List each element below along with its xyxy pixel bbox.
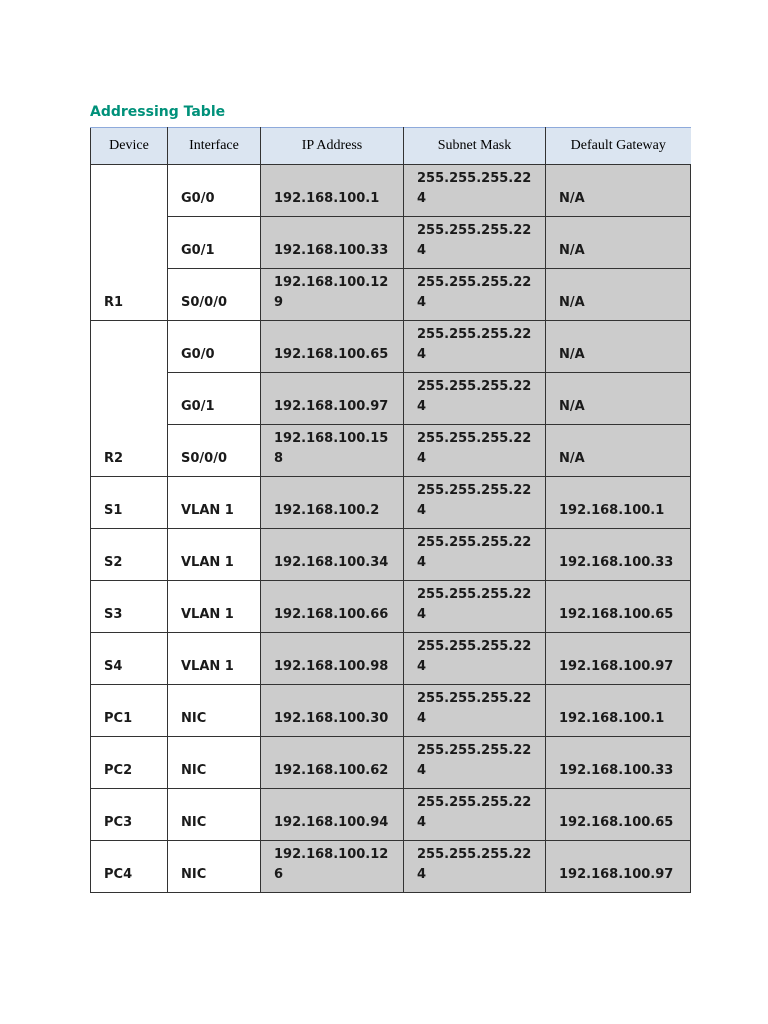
interface-cell: G0/0 bbox=[168, 321, 261, 373]
header-default-gateway: Default Gateway bbox=[546, 128, 691, 165]
table-row bbox=[91, 425, 691, 477]
table-row bbox=[91, 269, 691, 321]
mask-cell: 255.255.255.224 bbox=[404, 165, 546, 217]
header-subnet-mask: Subnet Mask bbox=[404, 128, 546, 165]
gateway-cell: N/A bbox=[546, 269, 691, 321]
mask-cell: 255.255.255.224 bbox=[404, 685, 546, 737]
device-cell: PC3 bbox=[91, 789, 168, 841]
mask-cell: 255.255.255.224 bbox=[404, 321, 546, 373]
header-ip-address: IP Address bbox=[261, 128, 404, 165]
table-row bbox=[91, 373, 691, 425]
table-row bbox=[91, 581, 691, 633]
table-row bbox=[91, 737, 691, 789]
mask-cell: 255.255.255.224 bbox=[404, 477, 546, 529]
gateway-cell: 192.168.100.33 bbox=[546, 529, 691, 581]
ip-cell: 192.168.100.158 bbox=[261, 425, 404, 477]
device-cell: S4 bbox=[91, 633, 168, 685]
table-row bbox=[91, 789, 691, 841]
table-row bbox=[91, 321, 691, 373]
ip-cell: 192.168.100.98 bbox=[261, 633, 404, 685]
ip-cell: 192.168.100.65 bbox=[261, 321, 404, 373]
device-cell: PC1 bbox=[91, 685, 168, 737]
interface-cell: VLAN 1 bbox=[168, 581, 261, 633]
ip-cell: 192.168.100.2 bbox=[261, 477, 404, 529]
device-cell: S1 bbox=[91, 477, 168, 529]
interface-cell: G0/0 bbox=[168, 165, 261, 217]
interface-cell: S0/0/0 bbox=[168, 425, 261, 477]
ip-cell: 192.168.100.129 bbox=[261, 269, 404, 321]
interface-cell: G0/1 bbox=[168, 217, 261, 269]
gateway-cell: 192.168.100.33 bbox=[546, 737, 691, 789]
gateway-cell: N/A bbox=[546, 217, 691, 269]
ip-cell: 192.168.100.33 bbox=[261, 217, 404, 269]
addressing-table bbox=[90, 127, 691, 893]
gateway-cell: N/A bbox=[546, 373, 691, 425]
gateway-cell: 192.168.100.65 bbox=[546, 789, 691, 841]
interface-cell: NIC bbox=[168, 841, 261, 893]
gateway-cell: 192.168.100.97 bbox=[546, 633, 691, 685]
mask-cell: 255.255.255.224 bbox=[404, 373, 546, 425]
ip-cell: 192.168.100.30 bbox=[261, 685, 404, 737]
mask-cell: 255.255.255.224 bbox=[404, 737, 546, 789]
header-device: Device bbox=[91, 128, 168, 165]
header-interface: Interface bbox=[168, 128, 261, 165]
mask-cell: 255.255.255.224 bbox=[404, 425, 546, 477]
mask-cell: 255.255.255.224 bbox=[404, 217, 546, 269]
interface-cell: NIC bbox=[168, 789, 261, 841]
ip-cell: 192.168.100.1 bbox=[261, 165, 404, 217]
gateway-cell: N/A bbox=[546, 425, 691, 477]
gateway-cell: 192.168.100.97 bbox=[546, 841, 691, 893]
device-cell: PC4 bbox=[91, 841, 168, 893]
interface-cell: VLAN 1 bbox=[168, 633, 261, 685]
mask-cell: 255.255.255.224 bbox=[404, 529, 546, 581]
table-row bbox=[91, 165, 691, 217]
device-cell: S2 bbox=[91, 529, 168, 581]
interface-cell: NIC bbox=[168, 737, 261, 789]
interface-cell: VLAN 1 bbox=[168, 529, 261, 581]
interface-cell: NIC bbox=[168, 685, 261, 737]
table-row bbox=[91, 477, 691, 529]
table-row bbox=[91, 217, 691, 269]
ip-cell: 192.168.100.94 bbox=[261, 789, 404, 841]
gateway-cell: 192.168.100.1 bbox=[546, 477, 691, 529]
mask-cell: 255.255.255.224 bbox=[404, 789, 546, 841]
device-cell: PC2 bbox=[91, 737, 168, 789]
ip-cell: 192.168.100.66 bbox=[261, 581, 404, 633]
mask-cell: 255.255.255.224 bbox=[404, 841, 546, 893]
device-cell: S3 bbox=[91, 581, 168, 633]
table-row bbox=[91, 841, 691, 893]
interface-cell: S0/0/0 bbox=[168, 269, 261, 321]
mask-cell: 255.255.255.224 bbox=[404, 581, 546, 633]
table-header-row bbox=[91, 128, 691, 165]
page-title: Addressing Table bbox=[90, 104, 226, 120]
ip-cell: 192.168.100.34 bbox=[261, 529, 404, 581]
gateway-cell: N/A bbox=[546, 165, 691, 217]
table-row bbox=[91, 529, 691, 581]
interface-cell: VLAN 1 bbox=[168, 477, 261, 529]
mask-cell: 255.255.255.224 bbox=[404, 633, 546, 685]
mask-cell: 255.255.255.224 bbox=[404, 269, 546, 321]
ip-cell: 192.168.100.97 bbox=[261, 373, 404, 425]
gateway-cell: 192.168.100.1 bbox=[546, 685, 691, 737]
table-row bbox=[91, 633, 691, 685]
interface-cell: G0/1 bbox=[168, 373, 261, 425]
gateway-cell: 192.168.100.65 bbox=[546, 581, 691, 633]
gateway-cell: N/A bbox=[546, 321, 691, 373]
ip-cell: 192.168.100.62 bbox=[261, 737, 404, 789]
table-row bbox=[91, 685, 691, 737]
ip-cell: 192.168.100.126 bbox=[261, 841, 404, 893]
device-cell: R1 bbox=[91, 165, 168, 321]
device-cell: R2 bbox=[91, 321, 168, 477]
